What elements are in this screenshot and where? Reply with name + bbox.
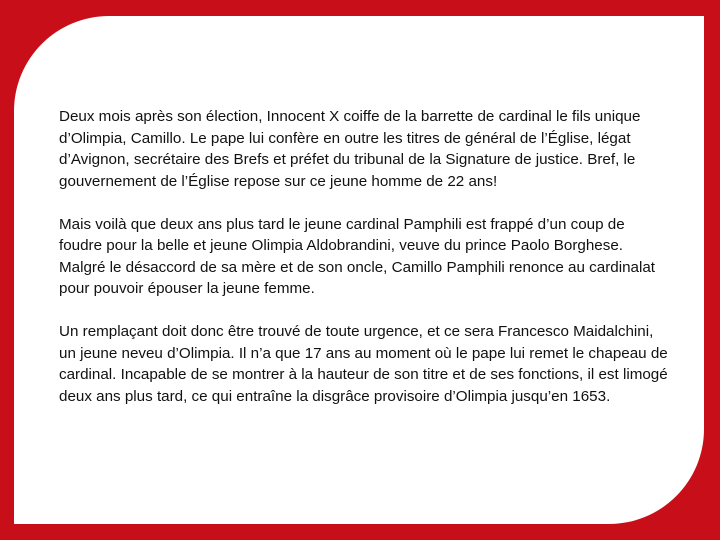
slide-text-body bbox=[59, 106, 669, 429]
paragraph-2: Mais voilà que deux ans plus tard le jeune cardinal Pamphili est frappé d’un coup de foudre pour la belle et jeune Olimpia Aldobrandini, veuve du prince Paolo Borghese. Malgré le désaccord de sa mère et de son oncle, Camillo Pamphili renonce au cardinalat pour pouvoir épouser la jeune femme. bbox=[59, 215, 656, 297]
paragraph-3: Un remplaçant doit donc être trouvé de toute urgence, et ce sera Francesco Maidalchini, un jeune neveu d’Olimpia. Il n’a que 17 ans au moment où le pape lui remet le chapeau de cardinal. Incapable de se montrer à la hauteur de son titre et de ses fonctions, il est limogé deux ans plus tard, ce qui entraîne la disgrâce provisoire d’Olimpia jusqu’en 1653. bbox=[59, 323, 668, 405]
paragraph-1: Deux mois après son élection, Innocent X coiffe de la barrette de cardinal le fils unique d’Olimpia, Camillo. Le pape lui confère en outre les titres de général de l’Église, légat d’Avignon, secrétaire des Brefs et préfet du tribunal de la Signature de justice. Bref, le gouvernement de l’Église repose sur ce jeune homme de 22 ans! bbox=[59, 108, 641, 190]
